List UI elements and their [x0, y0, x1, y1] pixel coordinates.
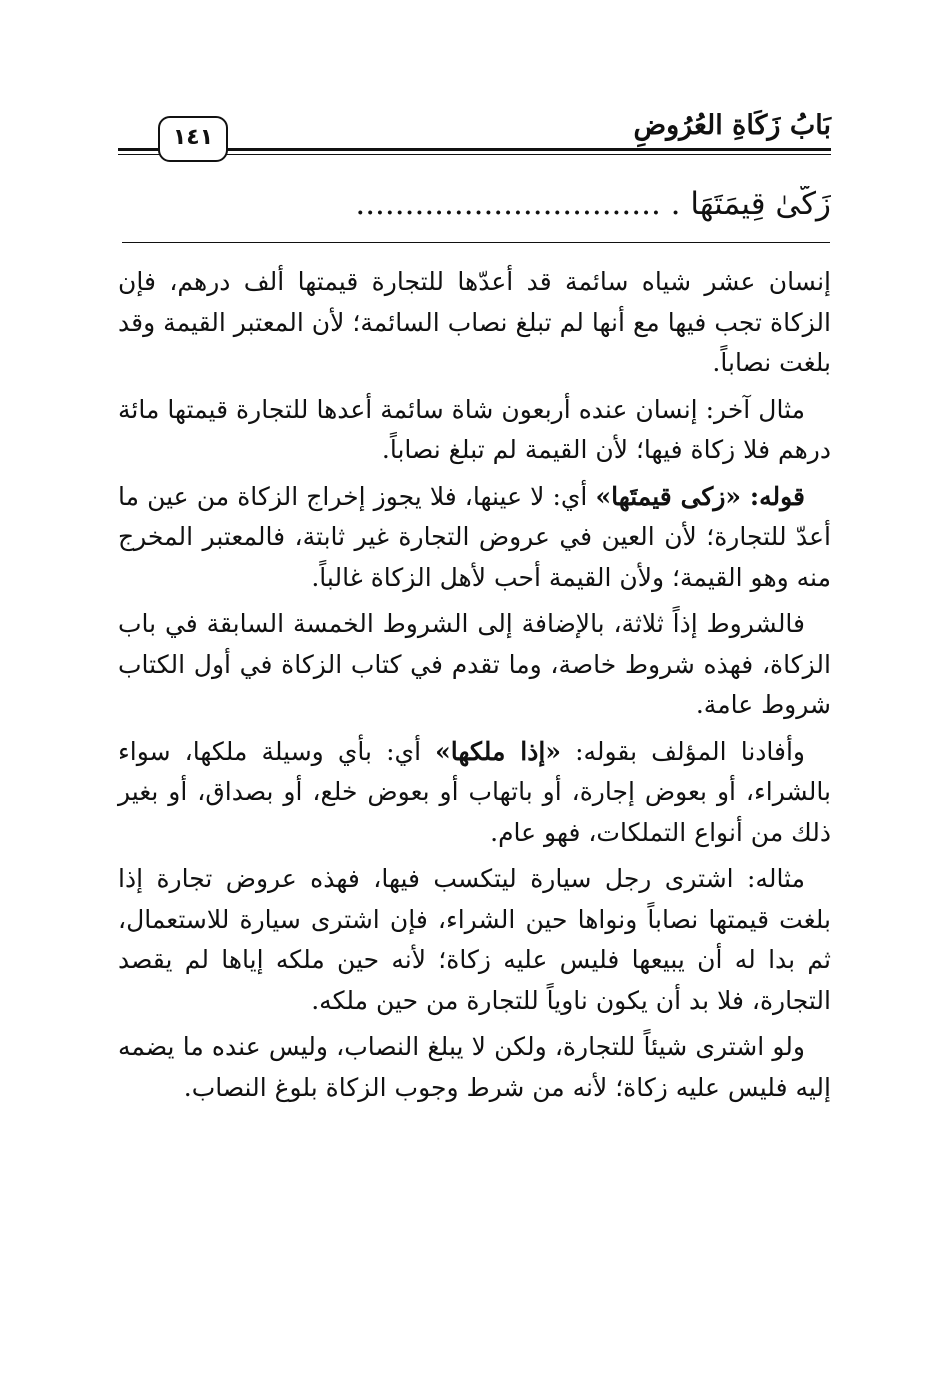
paragraph: [118, 477, 831, 599]
paragraph: [118, 859, 831, 1021]
paragraph: [118, 732, 831, 854]
paragraph-text: أي: لا عينها، فلا يجوز إخراج الزكاة من عين ما أعدّ للتجارة؛ لأن العين في عروض التجارة غير ثابتة، فالمعتبر المخرج منه وهو القيمة؛ ولأن القيمة أحب لأهل الزكاة غالباً.: [118, 481, 831, 592]
paragraph: [118, 604, 831, 726]
paragraph: [118, 262, 831, 384]
paragraph-text: مثال آخر: إنسان عنده أربعون شاة سائمة أعدها للتجارة قيمتها مائة درهم فلا زكاة فيها؛ لأن القيمة لم تبلغ نصاباً.: [118, 394, 831, 464]
matn-line: زَكَّىٰ قِيمَتَهَا . ...............................: [355, 186, 831, 222]
matn-separator: [122, 242, 830, 243]
paragraph-text: ولو اشترى شيئاً للتجارة، ولكن لا يبلغ النصاب، وليس عنده ما يضمه إليه فليس عليه زكاة؛ لأنه من شرط وجوب الزكاة بلوغ النصاب.: [118, 1032, 831, 1102]
paragraph: [118, 390, 831, 471]
page-header: [118, 104, 831, 164]
matn-quote: قوله: «زكى قيمتَها»: [595, 481, 805, 511]
paragraph: [118, 1027, 831, 1108]
paragraph-text: مثاله: اشترى رجل سيارة ليتكسب فيها، فهذه عروض تجارة إذا بلغت قيمتها نصاباً ونواها حين الشراء، فإن اشترى سيارة للاستعمال، ثم بدا له أن يبيعها فليس عليه زكاة؛ لأنه حين ملكه إياها لم يقصد التجارة، فلا بد أن يكون ناوياً للتجارة من حين ملكه.: [118, 864, 831, 1015]
paragraph-text: أي: بأي وسيلة ملكها، سواء بالشراء، أو بعوض إجارة، أو باتهاب أو بعوض خلع، أو بصداق، أو بغير ذلك من أنواع التملكات، فهو عام.: [118, 736, 831, 847]
paragraph-text: إنسان عشر شياه سائمة قد أعدّها للتجارة قيمتها ألف درهم، فإن الزكاة تجب فيها مع أنها لم تبلغ نصاب السائمة؛ لأن المعتبر القيمة وقد بلغت نصاباً.: [118, 267, 831, 377]
commentary-body: [118, 262, 831, 1114]
paragraph-text: فالشروط إذاً ثلاثة، بالإضافة إلى الشروط الخمسة السابقة في باب الزكاة، فهذه شروط خاصة، وما تقدم في كتاب الزكاة في أول الكتاب شروط عامة.: [118, 609, 831, 719]
matn-quote: «إذا ملكها»: [435, 736, 561, 766]
chapter-title: بَابُ زَكَاةِ العُرُوضِ: [633, 110, 831, 141]
page-number: ١٤١: [158, 116, 228, 162]
paragraph-prefix: وأفادنا المؤلف بقوله:: [560, 736, 805, 766]
